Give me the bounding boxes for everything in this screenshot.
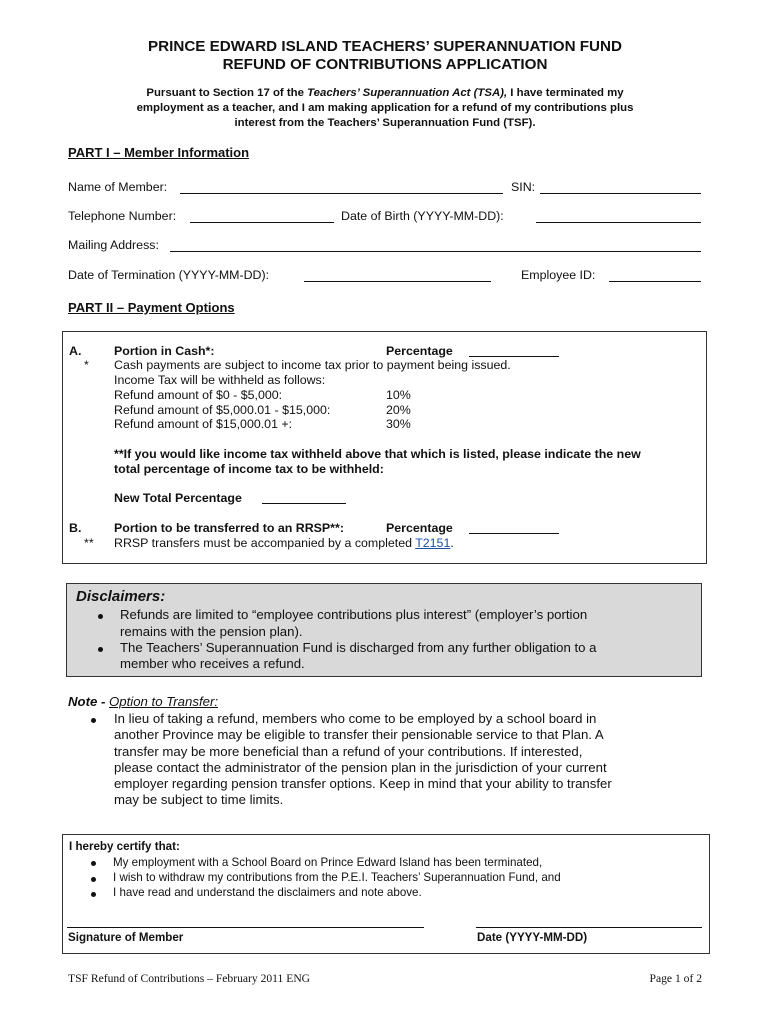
rrsp-footnote-stars: ** xyxy=(84,536,94,550)
note-line-6: may be subject to time limits. xyxy=(114,792,284,808)
intro-line2: employment as a teacher, and I am making application for a refund of my contributions plus xyxy=(136,102,634,114)
rrsp-percentage-field[interactable] xyxy=(469,533,559,534)
rrsp-percentage-label: Percentage xyxy=(386,521,453,535)
intro-act: Teachers’ Superannuation Act (TSA), xyxy=(307,87,508,99)
rrsp-note-text: RRSP transfers must be accompanied by a completed xyxy=(114,536,416,550)
tax-row-2-label: Refund amount of $5,000.01 - $15,000: xyxy=(114,403,331,417)
certify-bullet-1 xyxy=(91,861,96,866)
disclaimers-heading: Disclaimers: xyxy=(76,588,166,605)
tax-row-1-label: Refund amount of $0 - $5,000: xyxy=(114,388,283,402)
signature-date-label: Date (YYYY-MM-DD) xyxy=(477,931,588,944)
employee-id-label: Employee ID: xyxy=(521,268,596,282)
tax-row-1-rate: 10% xyxy=(386,388,411,402)
signature-date-field[interactable] xyxy=(476,927,702,928)
signature-field[interactable] xyxy=(67,927,424,928)
footer-page-number: Page 1 of 2 xyxy=(649,972,702,985)
sin-field[interactable] xyxy=(540,193,701,194)
note-bullet xyxy=(91,718,96,723)
tax-row-2-rate: 20% xyxy=(386,403,411,417)
part2-heading: PART II – Payment Options xyxy=(68,300,235,315)
name-field[interactable] xyxy=(180,193,503,194)
new-total-field[interactable] xyxy=(262,503,346,504)
certify-bullet-2 xyxy=(91,877,96,882)
intro-post: I have terminated my xyxy=(507,87,624,99)
cash-portion-label: Portion in Cash*: xyxy=(114,344,215,358)
certify-item-3: I have read and understand the disclaimers and note above. xyxy=(113,886,422,899)
extra-tax-line2: total percentage of income tax to be withheld: xyxy=(114,462,384,476)
rrsp-note-end: . xyxy=(450,536,454,550)
footer-document-id: TSF Refund of Contributions – February 2011 ENG xyxy=(68,972,311,985)
note-label: Note - xyxy=(68,694,110,709)
note-body xyxy=(114,711,612,809)
employee-id-field[interactable] xyxy=(609,281,701,282)
phone-field[interactable] xyxy=(190,222,334,223)
extra-tax-line1: **If you would like income tax withheld above that which is listed, please indicate the new xyxy=(114,447,641,461)
disclaimer-2-line2: member who receives a refund. xyxy=(120,656,305,671)
disclaimer-1-line2: remains with the pension plan). xyxy=(120,624,303,639)
name-label: Name of Member: xyxy=(68,180,168,194)
mailing-field[interactable] xyxy=(170,251,701,252)
t2151-link[interactable]: T2151 xyxy=(415,536,451,550)
certify-item-1: My employment with a School Board on Prince Edward Island has been terminated, xyxy=(113,856,543,869)
termination-field[interactable] xyxy=(304,281,491,282)
intro-pre: Pursuant to Section 17 of the xyxy=(146,87,308,99)
cash-percentage-label: Percentage xyxy=(386,344,453,358)
disclaimer-2-line1: The Teachers’ Superannuation Fund is discharged from any further obligation to a xyxy=(120,640,597,655)
intro-paragraph xyxy=(100,86,670,131)
tax-row-3-label: Refund amount of $15,000.01 +: xyxy=(114,417,293,431)
cash-percentage-field[interactable] xyxy=(469,356,559,357)
certify-bullet-3 xyxy=(91,892,96,897)
option-b-letter: B. xyxy=(69,521,82,535)
tax-row-3-rate: 30% xyxy=(386,417,411,431)
new-total-label: New Total Percentage xyxy=(114,491,242,505)
note-line-2: another Province may be eligible to transfer their pensionable service to that Plan. A xyxy=(114,727,604,743)
rrsp-note xyxy=(114,536,454,550)
signature-label: Signature of Member xyxy=(68,931,184,944)
form-subtitle: REFUND OF CONTRIBUTIONS APPLICATION xyxy=(222,56,548,73)
disclaimer-bullet-2 xyxy=(98,647,103,652)
option-to-transfer: Option to Transfer: xyxy=(109,694,218,709)
note-line-1: In lieu of taking a refund, members who come to be employed by a school board in xyxy=(114,711,597,726)
form-title: PRINCE EDWARD ISLAND TEACHERS’ SUPERANNUATION FUND xyxy=(148,38,622,55)
option-a-letter: A. xyxy=(69,344,82,358)
mailing-label: Mailing Address: xyxy=(68,238,159,252)
certify-heading: I hereby certify that: xyxy=(69,840,180,853)
note-line-3: transfer may be more beneficial than a refund of your contributions. If interested, xyxy=(114,743,583,759)
certify-item-2: I wish to withdraw my contributions from the P.E.I. Teachers’ Superannuation Fund, and xyxy=(113,871,561,884)
note-line-4: please contact the administrator of the pension plan in the jurisdiction of your current xyxy=(114,759,607,775)
note-line-5: employer regarding pension transfer options. Keep in mind that your ability to transfer xyxy=(114,776,612,792)
sin-label: SIN: xyxy=(511,180,536,194)
dob-label: Date of Birth (YYYY-MM-DD): xyxy=(341,209,504,223)
intro-line3: interest from the Teachers’ Superannuation Fund (TSF). xyxy=(234,117,536,129)
cash-footnote-star: * xyxy=(84,358,89,372)
phone-label: Telephone Number: xyxy=(68,209,177,223)
part1-heading: PART I – Member Information xyxy=(68,145,250,160)
cash-note: Cash payments are subject to income tax prior to payment being issued. xyxy=(114,358,511,372)
tax-intro: Income Tax will be withheld as follows: xyxy=(114,373,326,387)
disclaimer-1-line1: Refunds are limited to “employee contributions plus interest” (employer’s portion xyxy=(120,607,588,622)
dob-field[interactable] xyxy=(536,222,701,223)
termination-label: Date of Termination (YYYY-MM-DD): xyxy=(68,268,270,282)
rrsp-portion-label: Portion to be transferred to an RRSP**: xyxy=(114,521,344,535)
disclaimer-bullet-1 xyxy=(98,614,103,619)
note-heading xyxy=(68,694,218,709)
